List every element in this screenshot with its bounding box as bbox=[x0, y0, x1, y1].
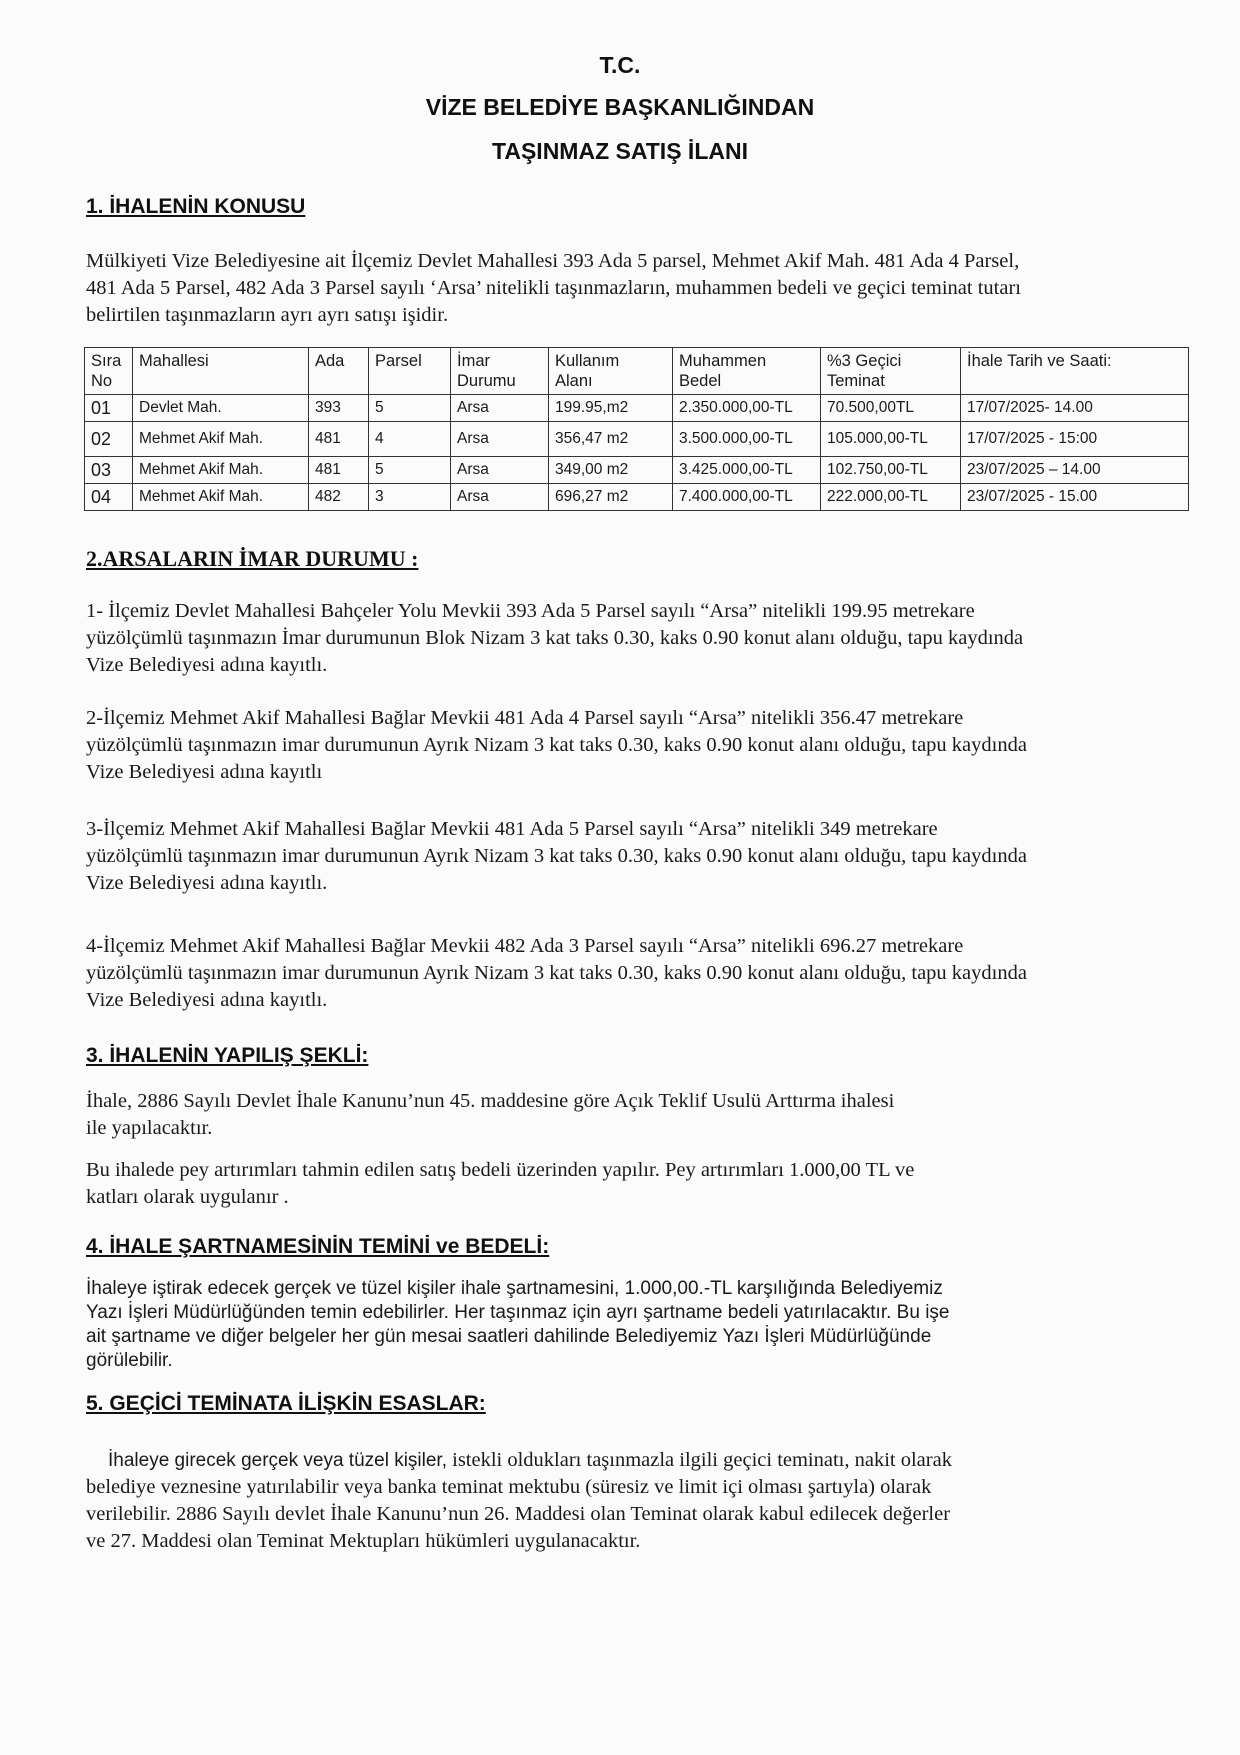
text-line: yüzölçümlü taşınmazın İmar durumunun Blok Nizam 3 kat taks 0.30, kaks 0.90 konut alanı olduğu, tapu kaydında bbox=[86, 627, 1024, 649]
cell-alan: 696,27 m2 bbox=[549, 484, 673, 511]
text-line: 3-İlçemiz Mehmet Akif Mahallesi Bağlar Mevkii 481 Ada 5 Parsel sayılı “Arsa” nitelikli 349 metrekare bbox=[86, 818, 938, 840]
section-2-title: 2.ARSALARIN İMAR DURUMU : bbox=[86, 546, 419, 571]
cell-mahalle: Devlet Mah. bbox=[133, 395, 309, 422]
header-ada: Ada bbox=[309, 348, 369, 395]
cell-tarih: 17/07/2025- 14.00 bbox=[961, 395, 1189, 422]
cell-imar: Arsa bbox=[451, 457, 549, 484]
text-line: katları olarak uygulanır . bbox=[86, 1186, 289, 1208]
cell-no: 03 bbox=[85, 457, 133, 484]
section-5-paragraph bbox=[86, 1447, 1144, 1555]
text-line: İhale, 2886 Sayılı Devlet İhale Kanunu’nun 45. maddesine göre Açık Teklif Usulü Arttırma ihalesi bbox=[86, 1090, 895, 1112]
zoning-item-3 bbox=[86, 816, 1144, 897]
section-4-title: 4. İHALE ŞARTNAMESİNİN TEMİNİ ve BEDELİ: bbox=[86, 1235, 550, 1258]
section-4-paragraph bbox=[86, 1277, 1144, 1373]
cell-alan: 356,47 m2 bbox=[549, 422, 673, 457]
cell-teminat: 70.500,00TL bbox=[821, 395, 961, 422]
table-row bbox=[85, 457, 1189, 484]
text-line: görülebilir. bbox=[86, 1350, 173, 1371]
section-1-title: 1. İHALENİN KONUSU bbox=[86, 195, 306, 218]
text-line: Mülkiyeti Vize Belediyesine ait İlçemiz Devlet Mahallesi 393 Ada 5 parsel, Mehmet Akif Mah. 481 Ada 4 Parsel, bbox=[86, 250, 1020, 272]
text-line: İhaleye iştirak edecek gerçek ve tüzel kişiler ihale şartnamesini, 1.000,00.-TL karşılığında Belediyemiz bbox=[86, 1278, 943, 1299]
cell-mahalle: Mehmet Akif Mah. bbox=[133, 457, 309, 484]
cell-teminat: 222.000,00-TL bbox=[821, 484, 961, 511]
cell-ada: 481 bbox=[309, 457, 369, 484]
table-row bbox=[85, 484, 1189, 511]
header-tc: T.C. bbox=[599, 52, 641, 78]
cell-imar: Arsa bbox=[451, 484, 549, 511]
text-line: yüzölçümlü taşınmazın imar durumunun Ayrık Nizam 3 kat taks 0.30, kaks 0.90 konut alanı olduğu, tapu kaydında bbox=[86, 734, 1027, 756]
cell-no: 04 bbox=[85, 484, 133, 511]
header-imar: İmar Durumu bbox=[451, 348, 549, 395]
zoning-item-1 bbox=[86, 598, 1144, 679]
cell-alan: 199.95,m2 bbox=[549, 395, 673, 422]
cell-teminat: 105.000,00-TL bbox=[821, 422, 961, 457]
cell-ada: 393 bbox=[309, 395, 369, 422]
text-line: 1- İlçemiz Devlet Mahallesi Bahçeler Yolu Mevkii 393 Ada 5 Parsel sayılı “Arsa” nitelikli 199.95 metrekare bbox=[86, 600, 975, 622]
section-3-paragraph-1 bbox=[86, 1088, 1144, 1142]
header-institution: VİZE BELEDİYE BAŞKANLIĞINDAN bbox=[425, 94, 815, 120]
text-line: 2-İlçemiz Mehmet Akif Mahallesi Bağlar Mevkii 481 Ada 4 Parsel sayılı “Arsa” nitelikli 356.47 metrekare bbox=[86, 707, 964, 729]
text-line: belediye veznesine yatırılabilir veya banka teminat mektubu (süresiz ve limit içi olması şartıyla) olarak bbox=[86, 1476, 932, 1498]
text-line: Vize Belediyesi adına kayıtlı. bbox=[86, 989, 328, 1011]
section-3-title: 3. İHALENİN YAPILIŞ ŞEKLİ: bbox=[86, 1044, 369, 1067]
cell-imar: Arsa bbox=[451, 395, 549, 422]
cell-imar: Arsa bbox=[451, 422, 549, 457]
text-line: verilebilir. 2886 Sayılı devlet İhale Kanunu’nun 26. Maddesi olan Teminat olarak kabul edilecek değerler bbox=[86, 1503, 951, 1525]
cell-tarih: 17/07/2025 - 15:00 bbox=[961, 422, 1189, 457]
property-table bbox=[84, 347, 1189, 511]
cell-no: 01 bbox=[85, 395, 133, 422]
table-row bbox=[85, 422, 1189, 457]
header-muhammen: Muhammen Bedel bbox=[673, 348, 821, 395]
text-line: 481 Ada 5 Parsel, 482 Ada 3 Parsel sayılı ‘Arsa’ nitelikli taşınmazların, muhammen bedeli ve geçici teminat tutarı bbox=[86, 277, 1021, 299]
text-line: Bu ihalede pey artırımları tahmin edilen satış bedeli üzerinden yapılır. Pey artırımları 1.000,00 TL ve bbox=[86, 1159, 915, 1181]
cell-ada: 481 bbox=[309, 422, 369, 457]
table-row bbox=[85, 395, 1189, 422]
header-announcement-title: TAŞINMAZ SATIŞ İLANI bbox=[492, 138, 748, 164]
header-teminat: %3 Geçici Teminat bbox=[821, 348, 961, 395]
text-line: yüzölçümlü taşınmazın imar durumunun Ayrık Nizam 3 kat taks 0.30, kaks 0.90 konut alanı olduğu, tapu kaydında bbox=[86, 845, 1027, 867]
text-fragment-serif: istekli oldukları taşınmazla ilgili geçici teminatı, nakit olarak bbox=[447, 1449, 952, 1471]
text-line: ve 27. Maddesi olan Teminat Mektupları hükümleri uygulanacaktır. bbox=[86, 1530, 641, 1552]
header-mahalle: Mahallesi bbox=[133, 348, 309, 395]
cell-tarih: 23/07/2025 – 14.00 bbox=[961, 457, 1189, 484]
cell-bedel: 3.425.000,00-TL bbox=[673, 457, 821, 484]
cell-teminat: 102.750,00-TL bbox=[821, 457, 961, 484]
text-fragment-sans: İhaleye girecek gerçek veya tüzel kişiler, bbox=[108, 1450, 447, 1471]
text-line: ile yapılacaktır. bbox=[86, 1117, 213, 1139]
section-3-paragraph-2 bbox=[86, 1157, 1144, 1211]
cell-parsel: 5 bbox=[369, 457, 451, 484]
text-line bbox=[86, 1447, 1144, 1474]
zoning-item-4 bbox=[86, 933, 1144, 1014]
cell-ada: 482 bbox=[309, 484, 369, 511]
cell-bedel: 7.400.000,00-TL bbox=[673, 484, 821, 511]
header-sira-no: Sıra No bbox=[85, 348, 133, 395]
cell-parsel: 4 bbox=[369, 422, 451, 457]
section-1-paragraph bbox=[86, 248, 1144, 329]
cell-parsel: 3 bbox=[369, 484, 451, 511]
text-line: Vize Belediyesi adına kayıtlı. bbox=[86, 872, 328, 894]
cell-mahalle: Mehmet Akif Mah. bbox=[133, 422, 309, 457]
cell-bedel: 3.500.000,00-TL bbox=[673, 422, 821, 457]
header-parsel: Parsel bbox=[369, 348, 451, 395]
zoning-item-2 bbox=[86, 705, 1144, 786]
text-line: ait şartname ve diğer belgeler her gün mesai saatleri dahilinde Belediyemiz Yazı İşleri Müdürlüğünde bbox=[86, 1326, 932, 1347]
text-line: belirtilen taşınmazların ayrı ayrı satışı işidir. bbox=[86, 304, 449, 326]
cell-no: 02 bbox=[85, 422, 133, 457]
cell-bedel: 2.350.000,00-TL bbox=[673, 395, 821, 422]
text-line: yüzölçümlü taşınmazın imar durumunun Ayrık Nizam 3 kat taks 0.30, kaks 0.90 konut alanı olduğu, tapu kaydında bbox=[86, 962, 1027, 984]
text-line: Vize Belediyesi adına kayıtlı. bbox=[86, 654, 328, 676]
header-ihale-tarih: İhale Tarih ve Saati: bbox=[961, 348, 1189, 395]
table-header-row bbox=[85, 348, 1189, 395]
cell-alan: 349,00 m2 bbox=[549, 457, 673, 484]
header-kullanim: Kullanım Alanı bbox=[549, 348, 673, 395]
text-line: Vize Belediyesi adına kayıtlı bbox=[86, 761, 323, 783]
section-5-title: 5. GEÇİCİ TEMİNATA İLİŞKİN ESASLAR: bbox=[86, 1392, 486, 1415]
cell-tarih: 23/07/2025 - 15.00 bbox=[961, 484, 1189, 511]
cell-mahalle: Mehmet Akif Mah. bbox=[133, 484, 309, 511]
text-line: 4-İlçemiz Mehmet Akif Mahallesi Bağlar Mevkii 482 Ada 3 Parsel sayılı “Arsa” nitelikli 696.27 metrekare bbox=[86, 935, 964, 957]
text-line: Yazı İşleri Müdürlüğünden temin edebilirler. Her taşınmaz için ayrı şartname bedeli yatırılacaktır. Bu işe bbox=[86, 1302, 950, 1323]
cell-parsel: 5 bbox=[369, 395, 451, 422]
